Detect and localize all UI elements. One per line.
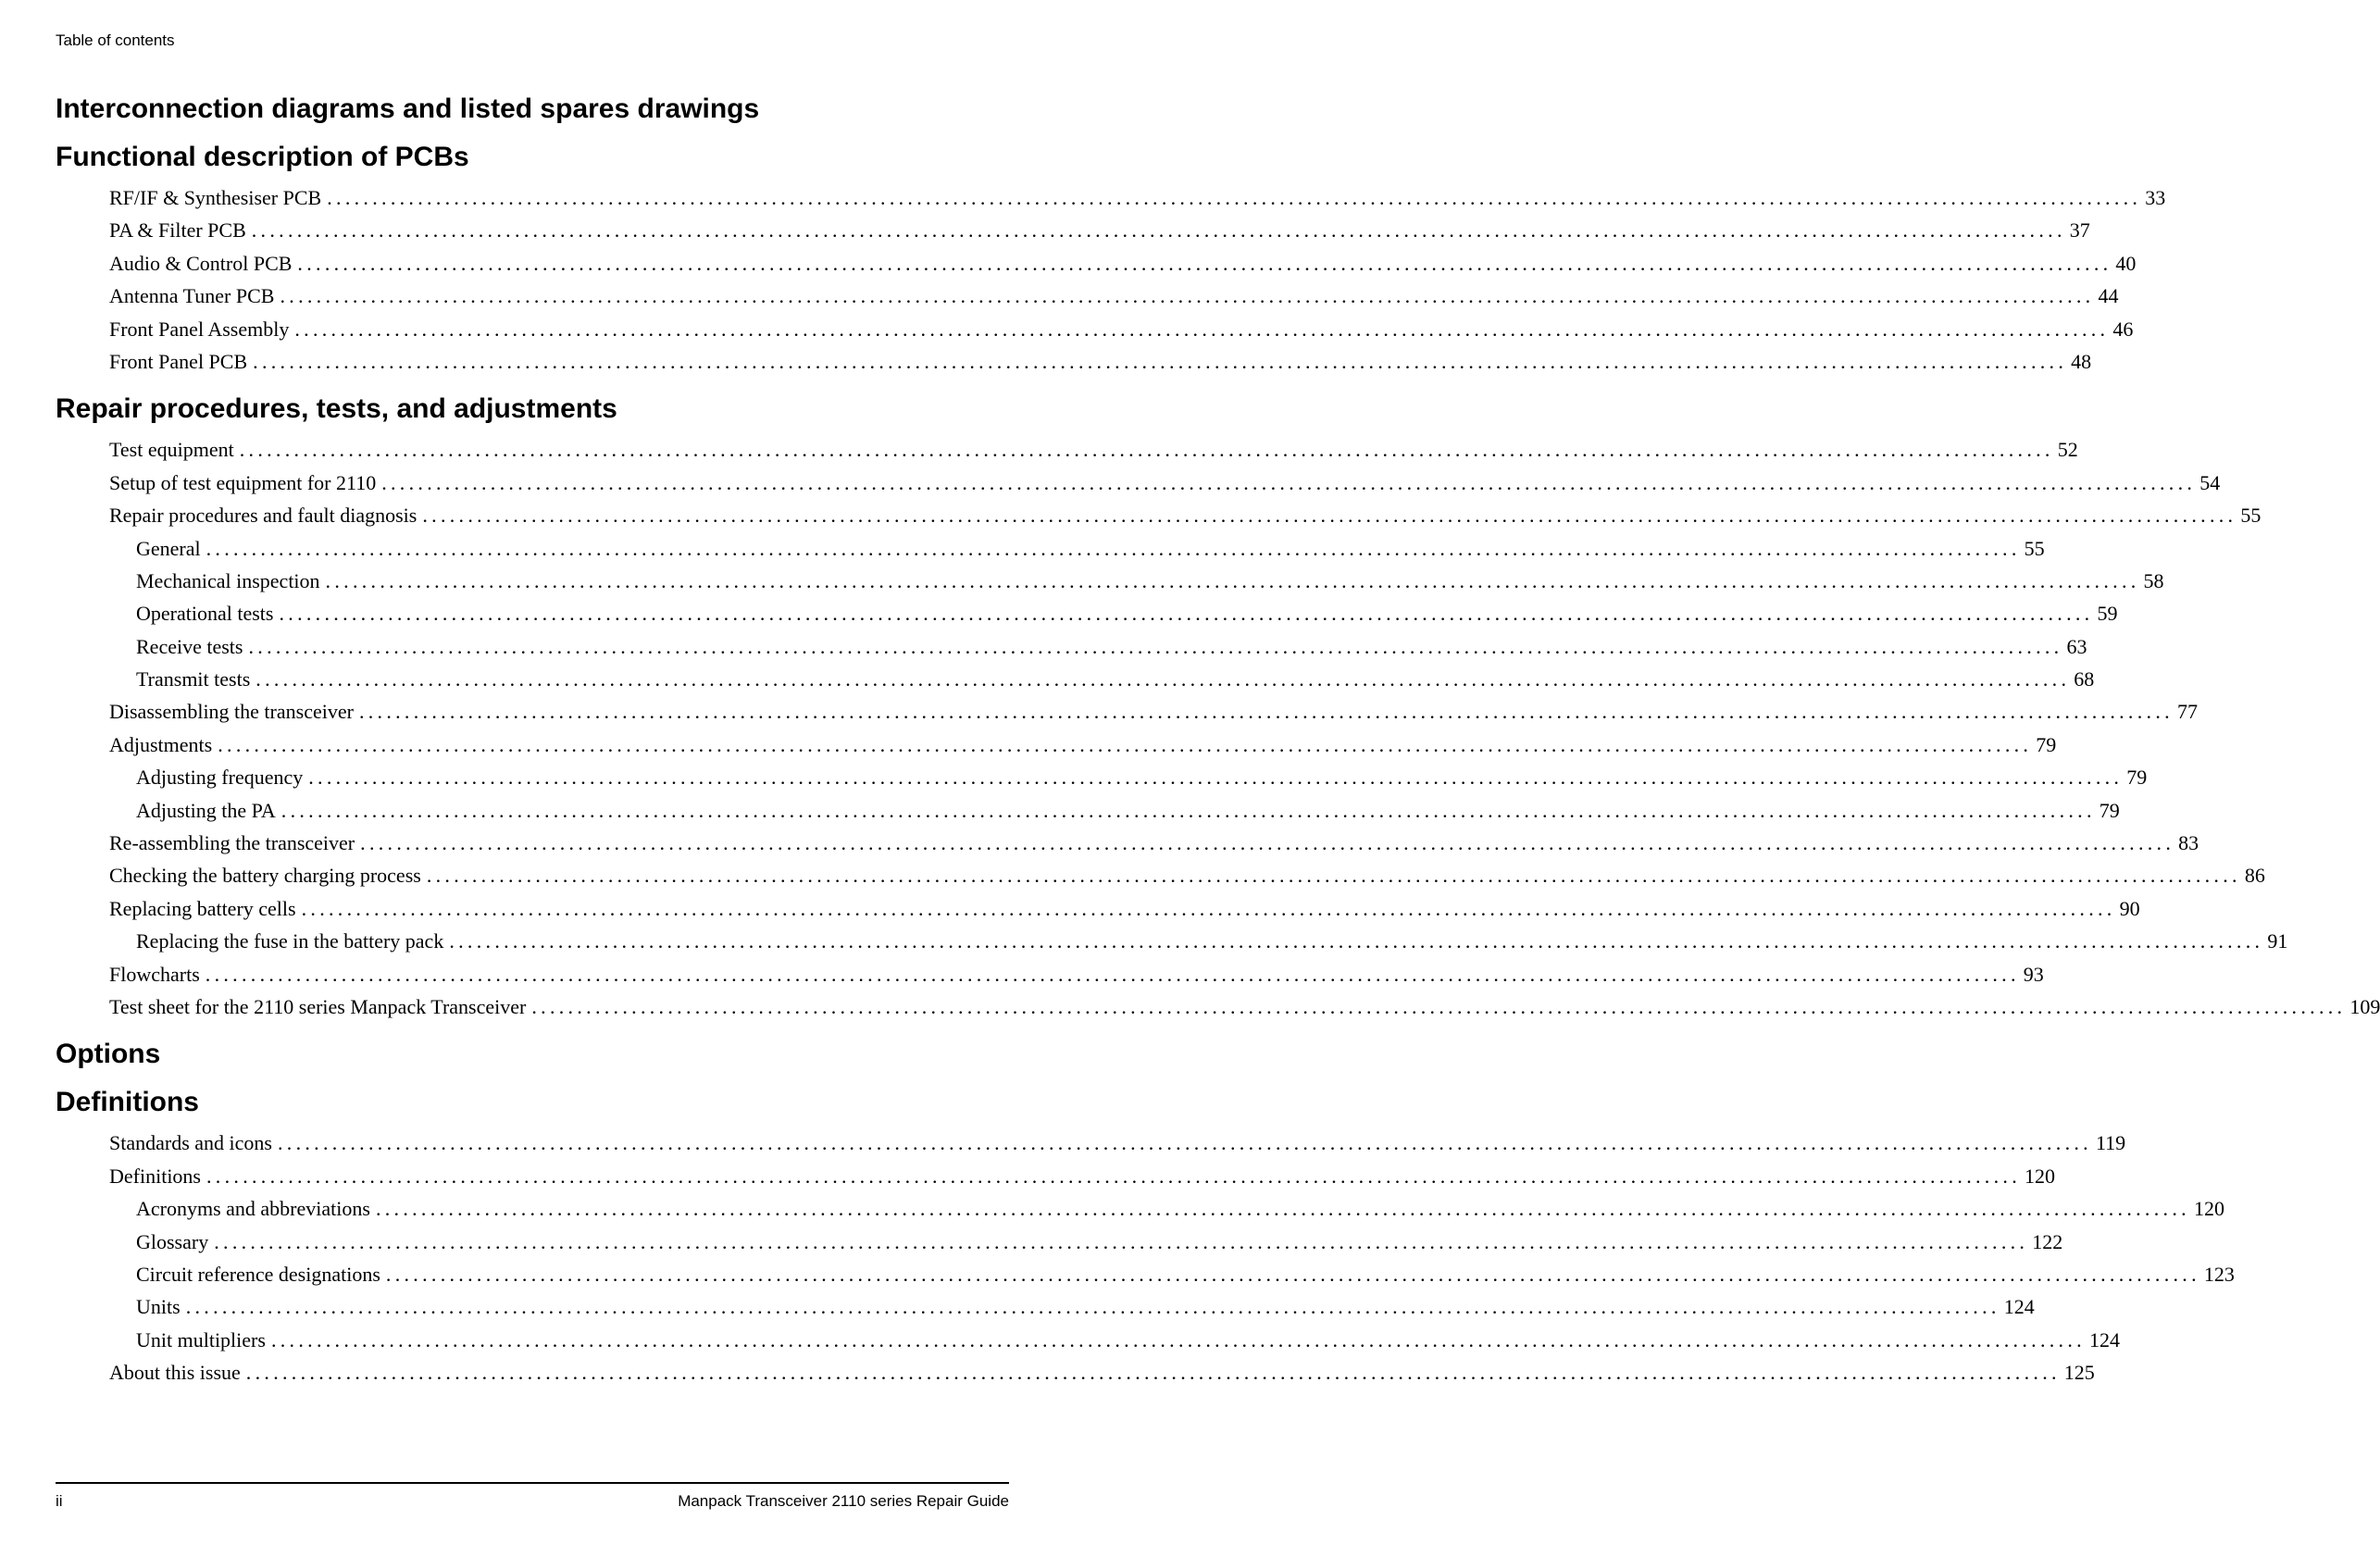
section-heading: Options: [56, 1039, 161, 1070]
toc-entry[interactable]: [56, 1160, 2055, 1192]
dot-leader: ........................................................................................................................................................................................................: [280, 798, 2096, 822]
toc-entry-page: 83: [2178, 831, 2199, 855]
toc-entry-page: 120: [2193, 1197, 2224, 1221]
toc-entry-list: [56, 1127, 2235, 1389]
toc-entry-title: Glossary: [136, 1229, 209, 1253]
toc-entry-title: Front Panel Assembly: [109, 317, 290, 341]
section-heading: Repair procedures, tests, and adjustments: [56, 393, 617, 425]
toc-section: [56, 1084, 2235, 1389]
toc-entry-page: 40: [2115, 251, 2137, 275]
toc-entry-page: 90: [2119, 896, 2140, 920]
dot-leader: ........................................................................................................................................................................................................: [205, 962, 2020, 986]
toc-entry-page: 79: [2036, 732, 2057, 756]
toc-entry-page: 124: [2088, 1327, 2120, 1351]
toc-entry-page: 46: [2112, 317, 2134, 341]
toc-entry-title: Receive tests: [136, 634, 243, 658]
toc-entry-page: 68: [2074, 667, 2095, 691]
toc-entry[interactable]: [56, 565, 2164, 597]
toc-entry[interactable]: [56, 925, 2288, 957]
dot-leader: ........................................................................................................................................................................................................: [206, 536, 2021, 560]
toc-entry[interactable]: [56, 859, 2265, 891]
toc-entry-title: Circuit reference designations: [136, 1262, 380, 1286]
toc-entry-title: RF/IF & Synthesiser PCB: [109, 186, 322, 209]
toc-entry[interactable]: [56, 958, 2044, 990]
toc-entry-title: Acronyms and abbreviations: [136, 1197, 370, 1221]
toc-entry-title: Transmit tests: [136, 667, 251, 691]
toc-entry-list: [56, 181, 2166, 378]
toc-entry[interactable]: [56, 1356, 2095, 1389]
toc-entry[interactable]: [56, 729, 2057, 761]
dot-leader: ........................................................................................................................................................................................................: [325, 568, 2140, 592]
dot-leader: ........................................................................................................................................................................................................: [248, 634, 2063, 658]
dot-leader: ........................................................................................................................................................................................................: [280, 284, 2095, 308]
toc-entry[interactable]: [56, 827, 2199, 859]
toc-entry-page: 125: [2063, 1361, 2095, 1385]
toc-entry-page: 55: [2240, 504, 2262, 528]
dot-leader: ........................................................................................................................................................................................................: [253, 349, 2068, 373]
toc-entry-title: Definitions: [109, 1164, 201, 1188]
toc-entry-page: 44: [2098, 284, 2119, 308]
dot-leader: ........................................................................................................................................................................................................: [245, 1361, 2061, 1385]
toc-entry-title: Re-assembling the transceiver: [109, 831, 355, 855]
toc-entry-title: Operational tests: [136, 602, 274, 626]
toc-entry[interactable]: [56, 1192, 2224, 1225]
toc-entry-title: Units: [136, 1295, 181, 1319]
dot-leader: ........................................................................................................................................................................................................: [422, 504, 2237, 528]
toc-entry[interactable]: [56, 313, 2134, 345]
toc-entry[interactable]: [56, 1226, 2063, 1258]
dot-leader: ........................................................................................................................................................................................................: [239, 438, 2054, 462]
toc-entry-title: Disassembling the transceiver: [109, 700, 354, 724]
dot-leader: ........................................................................................................................................................................................................: [385, 1262, 2200, 1286]
toc-entry-title: Unit multipliers: [136, 1327, 266, 1351]
dot-leader: ........................................................................................................................................................................................................: [381, 470, 2197, 494]
toc-entry[interactable]: [56, 761, 2148, 793]
toc-entry[interactable]: [56, 1324, 2120, 1356]
toc-entry[interactable]: [56, 1290, 2035, 1323]
toc-entry[interactable]: [56, 345, 2092, 378]
toc-entry-title: Standards and icons: [109, 1131, 272, 1155]
section-heading: Interconnection diagrams and listed spares drawings: [56, 93, 760, 124]
toc-entry-title: Replacing the fuse in the battery pack: [136, 929, 444, 953]
toc-entry[interactable]: [56, 630, 2087, 663]
toc-entry-page: 93: [2023, 962, 2044, 986]
dot-leader: ........................................................................................................................................................................................................: [251, 218, 2066, 243]
toc-entry-page: 120: [2025, 1164, 2055, 1188]
dot-leader: ........................................................................................................................................................................................................: [255, 667, 2071, 691]
toc-entry[interactable]: [56, 1127, 2126, 1159]
toc-entry-page: 48: [2071, 349, 2092, 373]
dot-leader: ........................................................................................................................................................................................................: [297, 251, 2112, 275]
toc-entry[interactable]: [56, 892, 2140, 925]
footer-rule: [56, 1482, 1009, 1484]
dot-leader: ........................................................................................................................................................................................................: [375, 1197, 2190, 1221]
toc-entry-page: 79: [2126, 766, 2148, 790]
toc-entry-title: Audio & Control PCB: [109, 251, 293, 275]
toc-entry[interactable]: [56, 181, 2166, 214]
dot-leader: ........................................................................................................................................................................................................: [327, 186, 2142, 209]
toc-entry[interactable]: [56, 663, 2095, 695]
toc-entry-title: Mechanical inspection: [136, 568, 320, 592]
toc-entry[interactable]: [56, 597, 2118, 629]
dot-leader: ........................................................................................................................................................................................................: [185, 1295, 2000, 1319]
toc-entry-title: About this issue: [109, 1361, 241, 1385]
toc-entry-page: 52: [2057, 438, 2078, 462]
toc-entry[interactable]: [56, 247, 2137, 280]
toc-entry-page: 119: [2095, 1131, 2126, 1155]
section-heading: Definitions: [56, 1087, 199, 1118]
toc-section: [56, 139, 2166, 378]
dot-leader: ........................................................................................................................................................................................................: [214, 1229, 2029, 1253]
toc-section: [56, 391, 2380, 1023]
toc-entry-title: Repair procedures and fault diagnosis: [109, 504, 417, 528]
section-heading: Functional description of PCBs: [56, 142, 469, 172]
toc-entry[interactable]: [56, 1258, 2235, 1290]
toc-entry-title: Flowcharts: [109, 962, 200, 986]
toc-section: [56, 91, 1009, 128]
dot-leader: ........................................................................................................................................................................................................: [360, 831, 2175, 855]
toc-entry[interactable]: [56, 794, 2120, 827]
toc-entry-page: 109: [2349, 994, 2380, 1018]
footer-page-number: ii: [56, 1492, 63, 1510]
toc-entry-page: 124: [2003, 1295, 2035, 1319]
toc-entry-page: 86: [2244, 864, 2265, 888]
toc-entry[interactable]: [56, 433, 2078, 466]
table-of-contents: [56, 91, 2380, 1402]
toc-entry-title: General: [136, 536, 201, 560]
toc-entry-title: Test sheet for the 2110 series Manpack Transceiver: [109, 994, 527, 1018]
toc-entry-title: Replacing battery cells: [109, 896, 296, 920]
toc-entry-title: Test equipment: [109, 438, 234, 462]
toc-entry-page: 122: [2032, 1229, 2063, 1253]
toc-entry-title: Antenna Tuner PCB: [109, 284, 275, 308]
toc-entry-page: 91: [2267, 929, 2288, 953]
toc-entry[interactable]: [56, 695, 2198, 728]
toc-entry-page: 37: [2069, 218, 2090, 243]
dot-leader: ........................................................................................................................................................................................................: [301, 896, 2116, 920]
toc-section: [56, 1036, 1009, 1073]
dot-leader: ........................................................................................................................................................................................................: [279, 602, 2094, 626]
toc-entry-page: 33: [2145, 186, 2166, 209]
dot-leader: ........................................................................................................................................................................................................: [294, 317, 2110, 341]
toc-entry-page: 77: [2176, 700, 2198, 724]
toc-entry-title: PA & Filter PCB: [109, 218, 246, 243]
dot-leader: ........................................................................................................................................................................................................: [358, 700, 2174, 724]
dot-leader: ........................................................................................................................................................................................................: [206, 1164, 2021, 1188]
toc-entry-page: 58: [2143, 568, 2164, 592]
toc-entry[interactable]: [56, 280, 2119, 312]
toc-entry[interactable]: [56, 499, 2262, 531]
toc-entry-page: 59: [2097, 602, 2118, 626]
toc-entry-page: 123: [2203, 1262, 2235, 1286]
toc-entry-page: 55: [2024, 536, 2045, 560]
toc-entry[interactable]: [56, 532, 2045, 565]
toc-entry-title: Front Panel PCB: [109, 349, 248, 373]
toc-entry[interactable]: [56, 214, 2090, 246]
toc-entry-page: 79: [2099, 798, 2120, 822]
toc-entry-page: 54: [2199, 470, 2221, 494]
dot-leader: ........................................................................................................................................................................................................: [218, 732, 2033, 756]
dot-leader: ........................................................................................................................................................................................................: [308, 766, 2124, 790]
toc-entry-list: [56, 433, 2380, 1023]
toc-entry-page: 63: [2066, 634, 2087, 658]
footer-document-title: Manpack Transceiver 2110 series Repair Guide: [678, 1492, 1009, 1510]
running-header: Table of contents: [56, 31, 175, 49]
toc-entry-title: Checking the battery charging process: [109, 864, 421, 888]
toc-entry[interactable]: [56, 990, 2380, 1023]
dot-leader: ........................................................................................................................................................................................................: [531, 994, 2347, 1018]
dot-leader: ........................................................................................................................................................................................................: [270, 1327, 2086, 1351]
toc-entry-title: Adjusting frequency: [136, 766, 304, 790]
dot-leader: ........................................................................................................................................................................................................: [277, 1131, 2092, 1155]
toc-entry-title: Setup of test equipment for 2110: [109, 470, 377, 494]
dot-leader: ........................................................................................................................................................................................................: [426, 864, 2241, 888]
toc-entry[interactable]: [56, 467, 2221, 499]
toc-entry-title: Adjustments: [109, 732, 213, 756]
dot-leader: ........................................................................................................................................................................................................: [449, 929, 2264, 953]
toc-entry-title: Adjusting the PA: [136, 798, 276, 822]
